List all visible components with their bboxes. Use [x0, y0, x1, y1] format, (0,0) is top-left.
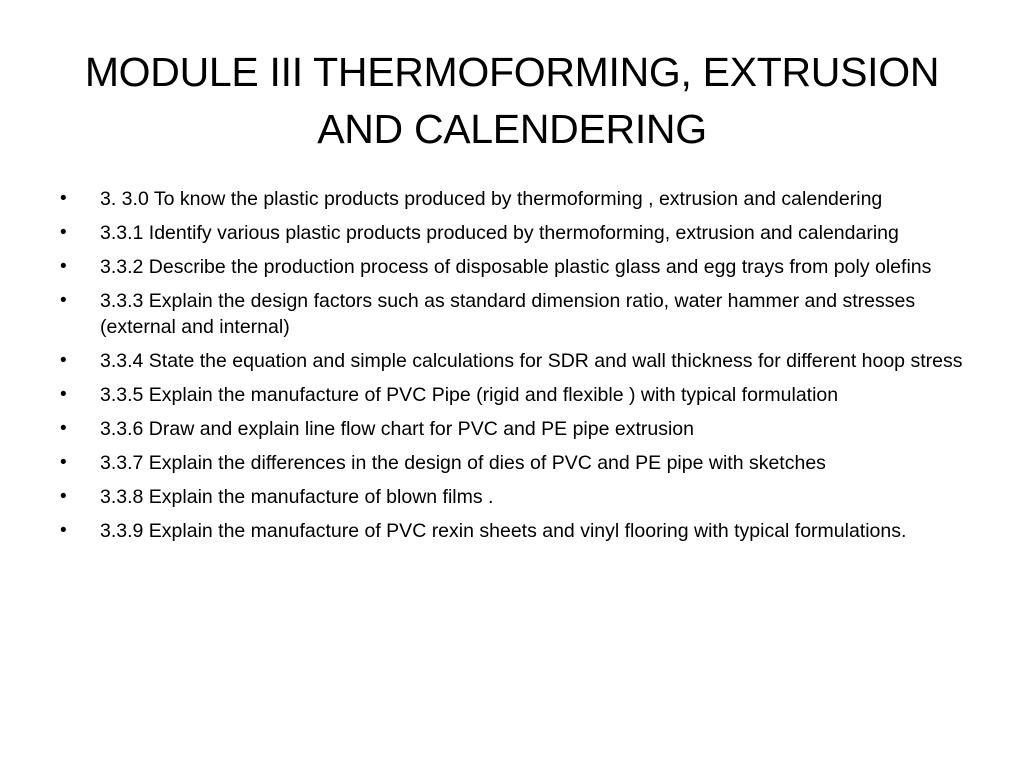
- list-item: [58, 518, 968, 544]
- slide-title: MODULE III THERMOFORMING, EXTRUSION AND CALENDERING: [84, 49, 940, 152]
- list-item: [58, 186, 968, 212]
- bullet-icon: •: [60, 520, 67, 541]
- list-item-text: 3.3.2 Describe the production process of disposable plastic glass and egg trays from poly olefins: [100, 256, 932, 278]
- bullet-icon: •: [60, 188, 67, 209]
- list-item-text: 3.3.1 Identify various plastic products produced by thermoforming, extrusion and calendaring: [100, 222, 899, 244]
- bullet-icon: •: [60, 256, 67, 277]
- bullet-icon: •: [60, 350, 67, 371]
- bullet-icon: •: [60, 418, 67, 439]
- list-item: [58, 254, 968, 280]
- bullet-icon: •: [60, 384, 67, 405]
- bullet-icon: •: [60, 290, 67, 311]
- list-item: [58, 382, 968, 408]
- bullet-icon: •: [60, 486, 67, 507]
- list-item-text: 3.3.7 Explain the differences in the design of dies of PVC and PE pipe with sketches: [100, 452, 826, 474]
- list-item: [58, 416, 968, 442]
- list-item: [58, 484, 968, 510]
- list-item-text: 3.3.5 Explain the manufacture of PVC Pipe (rigid and flexible ) with typical formulation: [100, 384, 839, 406]
- list-item-text: 3.3.3 Explain the design factors such as standard dimension ratio, water hammer and stresses (external and internal): [100, 290, 916, 338]
- list-item-text: 3. 3.0 To know the plastic products produced by thermoforming , extrusion and calendering: [100, 188, 883, 210]
- list-item-text: 3.3.4 State the equation and simple calculations for SDR and wall thickness for different hoop stress: [100, 350, 963, 372]
- list-item: [58, 288, 968, 340]
- bullet-list: [58, 186, 968, 552]
- list-item-text: 3.3.9 Explain the manufacture of PVC rexin sheets and vinyl flooring with typical formulations.: [100, 520, 907, 542]
- list-item: [58, 348, 968, 374]
- list-item-text: 3.3.6 Draw and explain line flow chart for PVC and PE pipe extrusion: [100, 418, 694, 440]
- bullet-icon: •: [60, 452, 67, 473]
- list-item: [58, 220, 968, 246]
- list-item: [58, 450, 968, 476]
- bullet-icon: •: [60, 222, 67, 243]
- list-item-text: 3.3.8 Explain the manufacture of blown films .: [100, 486, 494, 508]
